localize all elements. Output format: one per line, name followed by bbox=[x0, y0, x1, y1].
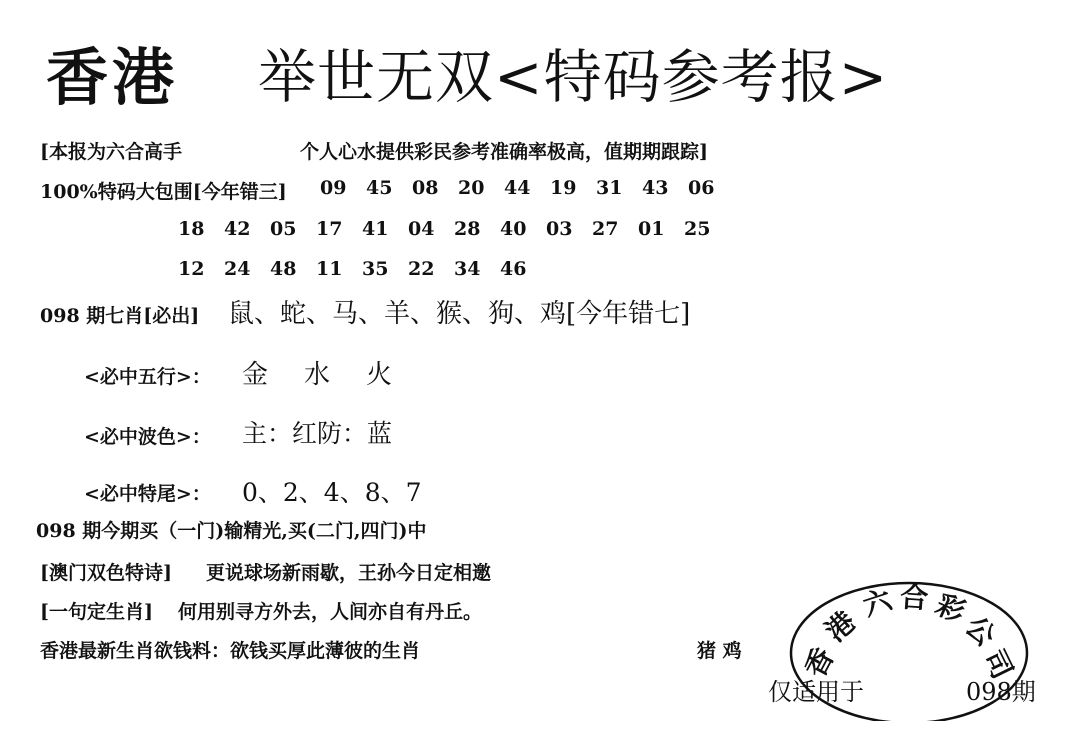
number-cell: 44 bbox=[504, 177, 531, 199]
color-label: <必中波色>： bbox=[84, 426, 211, 448]
number-cell: 05 bbox=[270, 218, 297, 240]
number-cell: 25 bbox=[684, 218, 711, 240]
footer-note: 仅适用于 bbox=[768, 678, 864, 706]
numbers-row-3 bbox=[178, 258, 546, 280]
poem-text: 更说球场新雨歇，王孙今日定相邀 bbox=[206, 562, 492, 584]
numbers-row-2 bbox=[178, 218, 730, 240]
number-cell: 08 bbox=[412, 177, 439, 199]
svg-text:港: 港 bbox=[819, 604, 862, 649]
footer-issue: 098期 bbox=[966, 678, 1036, 706]
number-cell: 41 bbox=[362, 218, 389, 240]
number-cell: 19 bbox=[550, 177, 577, 199]
svg-text:司: 司 bbox=[977, 644, 1020, 684]
wuxing-value-2: 水 bbox=[304, 360, 331, 390]
zodiac-label: 098 期七肖[必出] bbox=[40, 305, 200, 327]
number-cell: 34 bbox=[454, 258, 481, 280]
number-cell: 40 bbox=[500, 218, 527, 240]
number-cell: 04 bbox=[408, 218, 435, 240]
poem-label: [澳门双色特诗] bbox=[40, 562, 172, 584]
number-cell: 35 bbox=[362, 258, 389, 280]
number-cell: 42 bbox=[224, 218, 251, 240]
sentence-label: [一句定生肖] bbox=[40, 601, 153, 623]
headline: 举世无双<特码参考报> bbox=[258, 43, 889, 111]
number-cell: 03 bbox=[546, 218, 573, 240]
numbers-row-1 bbox=[320, 177, 734, 199]
zodiac-value: 鼠、蛇、马、羊、猴、狗、鸡[今年错七] bbox=[228, 299, 691, 329]
wuxing-value-1: 金 bbox=[242, 360, 269, 390]
color-value: 主：红防：蓝 bbox=[242, 419, 393, 448]
svg-text:香: 香 bbox=[798, 642, 841, 683]
number-cell: 46 bbox=[500, 258, 527, 280]
number-cell: 28 bbox=[454, 218, 481, 240]
svg-text:彩: 彩 bbox=[930, 587, 970, 630]
sentence-text: 何用别寻方外去，人间亦自有丹丘。 bbox=[178, 601, 483, 623]
number-cell: 22 bbox=[408, 258, 435, 280]
number-cell: 18 bbox=[178, 218, 205, 240]
brand-title: 香港 bbox=[46, 41, 179, 114]
number-cell: 24 bbox=[224, 258, 251, 280]
intro-right: 个人心水提供彩民参考准确率极高，值期期跟踪] bbox=[300, 141, 708, 163]
latest-text: 香港最新生肖欲钱料：欲钱买厚此薄彼的生肖 bbox=[40, 640, 421, 662]
intro-left: [本报为六合高手 bbox=[40, 141, 182, 163]
wuxing-value-3: 火 bbox=[366, 360, 393, 390]
number-cell: 01 bbox=[638, 218, 665, 240]
number-cell: 11 bbox=[316, 258, 343, 280]
number-cell: 20 bbox=[458, 177, 485, 199]
latest-answer: 猪 鸡 bbox=[697, 640, 742, 662]
number-cell: 17 bbox=[316, 218, 343, 240]
tail-label: <必中特尾>： bbox=[84, 483, 211, 505]
number-cell: 12 bbox=[178, 258, 205, 280]
number-cell: 43 bbox=[642, 177, 669, 199]
number-cell: 27 bbox=[592, 218, 619, 240]
number-cell: 31 bbox=[596, 177, 623, 199]
numbers-label: 100%特码大包围[今年错三] bbox=[40, 181, 287, 203]
number-cell: 48 bbox=[270, 258, 297, 280]
number-cell: 45 bbox=[366, 177, 393, 199]
tail-value: 0、2、4、8、7 bbox=[242, 478, 422, 507]
number-cell: 06 bbox=[688, 177, 715, 199]
company-seal bbox=[786, 573, 1032, 721]
gate-line: 098 期今期买（一门)输精光,买(二门,四门)中 bbox=[36, 520, 427, 542]
svg-text:合: 合 bbox=[898, 580, 930, 616]
wuxing-label: <必中五行>： bbox=[84, 366, 211, 388]
number-cell: 09 bbox=[320, 177, 347, 199]
svg-text:公: 公 bbox=[958, 609, 1003, 653]
svg-text:六: 六 bbox=[859, 582, 896, 623]
